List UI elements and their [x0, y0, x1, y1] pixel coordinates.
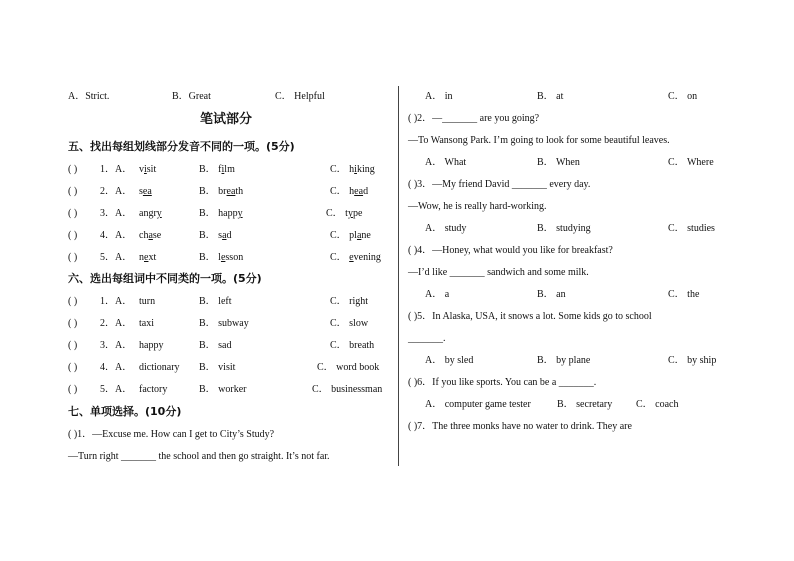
option-c-word: C． evening — [330, 252, 381, 263]
question-number: 5．A． — [100, 252, 133, 263]
question-number: 4．A． — [100, 230, 133, 241]
option-c-word: C． head — [330, 186, 369, 197]
option-a-word: happy — [139, 340, 164, 351]
answer-paren: ( ) — [68, 362, 78, 373]
answer-paren: ( ) — [68, 208, 78, 219]
q2-option-b: B． When — [537, 157, 580, 168]
option-b-word: B． sad — [199, 230, 232, 241]
option-c-word: C． businessman — [312, 384, 383, 395]
question-6: ( )6．If you like sports. You can be a _______. — [408, 377, 597, 388]
section7-heading: 七、单项选择。(10分) — [68, 405, 182, 418]
question-2-answer: —To Wansong Park. I’m going to look for some beautiful leaves. — [408, 135, 670, 146]
option-b: B．Great — [172, 91, 211, 102]
section5-heading: 五、找出每组划线部分发音不同的一项。(5分) — [68, 140, 295, 153]
q4-option-a: A． a — [425, 289, 450, 300]
option-a: A．Strict. — [68, 91, 110, 102]
option-b-word: B． worker — [199, 384, 247, 395]
answer-paren: ( ) — [68, 340, 78, 351]
option-a-word: chase — [139, 230, 162, 241]
answer-paren: ( ) — [68, 230, 78, 241]
q2-option-c: C． Where — [668, 157, 714, 168]
option-a-word: turn — [139, 296, 156, 307]
option-c-word: C． plane — [330, 230, 371, 241]
q6-option-a: A． computer game tester — [425, 399, 531, 410]
section6-heading: 六、选出每组词中不同类的一项。(5分) — [68, 272, 262, 285]
option-c-word: C． breath — [330, 340, 375, 351]
option-c-word: C． hiking — [330, 164, 375, 175]
option-a-word: dictionary — [139, 362, 180, 373]
option-c-word: C． word book — [317, 362, 380, 373]
question-1: ( )1．—Excuse me. How can I get to City’s Study? — [68, 429, 275, 440]
q3-option-c: C． studies — [668, 223, 715, 234]
option-a-word: next — [139, 252, 157, 263]
q1-option-b: B． at — [537, 91, 564, 102]
answer-paren: ( ) — [68, 296, 78, 307]
answer-paren: ( ) — [68, 384, 78, 395]
question-number: 2．A． — [100, 318, 133, 329]
option-c: C． Helpful — [275, 91, 325, 102]
question-5-blank: _______. — [408, 333, 446, 344]
option-b-word: B． subway — [199, 318, 249, 329]
question-3: ( )3．—My friend David _______ every day. — [408, 179, 591, 190]
option-b-word: B． sad — [199, 340, 232, 351]
option-a-word: angry — [139, 208, 162, 219]
question-number: 3．A． — [100, 340, 133, 351]
option-b-word: B． happy — [199, 208, 243, 219]
q4-option-b: B． an — [537, 289, 566, 300]
question-4: ( )4．—Honey, what would you like for breakfast? — [408, 245, 613, 256]
option-c-word: C． right — [330, 296, 369, 307]
option-a-word: factory — [139, 384, 168, 395]
question-1-answer: —Turn right _______ the school and then go straight. It’s not far. — [68, 451, 330, 462]
q3-option-b: B． studying — [537, 223, 591, 234]
answer-paren: ( ) — [68, 164, 78, 175]
question-2: ( )2．—_______ are you going? — [408, 113, 540, 124]
answer-paren: ( ) — [68, 186, 78, 197]
question-4-answer: —I’d like _______ sandwich and some milk. — [408, 267, 589, 278]
question-number: 1．A． — [100, 164, 133, 175]
question-number: 1．A． — [100, 296, 133, 307]
question-3-answer: —Wow, he is really hard-working. — [408, 201, 547, 212]
q5-option-a: A． by sled — [425, 355, 474, 366]
answer-paren: ( ) — [68, 252, 78, 263]
option-c-word: C． type — [326, 208, 363, 219]
question-7: ( )7．The three monks have no water to drink. They are — [408, 421, 632, 432]
q5-option-c: C． by ship — [668, 355, 717, 366]
option-c-word: C． slow — [330, 318, 369, 329]
section-title: 笔试部分 — [200, 112, 253, 127]
option-b-word: B． film — [199, 164, 235, 175]
q5-option-b: B． by plane — [537, 355, 591, 366]
q2-option-a: A． What — [425, 157, 467, 168]
option-b-word: B． breath — [199, 186, 244, 197]
question-5: ( )5．In Alaska, USA, it snows a lot. Some kids go to school — [408, 311, 652, 322]
question-number: 5．A． — [100, 384, 133, 395]
question-number: 2．A． — [100, 186, 133, 197]
q1-option-c: C． on — [668, 91, 698, 102]
option-b-word: B． left — [199, 296, 232, 307]
q1-option-a: A． in — [425, 91, 453, 102]
q6-option-b: B． secretary — [557, 399, 613, 410]
q6-option-c: C． coach — [636, 399, 679, 410]
question-number: 4．A． — [100, 362, 133, 373]
option-a-word: sea — [139, 186, 152, 197]
q3-option-a: A． study — [425, 223, 467, 234]
option-b-word: B． lesson — [199, 252, 244, 263]
column-divider — [398, 86, 399, 466]
q4-option-c: C． the — [668, 289, 700, 300]
option-b-word: B． visit — [199, 362, 236, 373]
option-a-word: visit — [139, 164, 157, 175]
answer-paren: ( ) — [68, 318, 78, 329]
question-number: 3．A． — [100, 208, 133, 219]
option-a-word: taxi — [139, 318, 154, 329]
